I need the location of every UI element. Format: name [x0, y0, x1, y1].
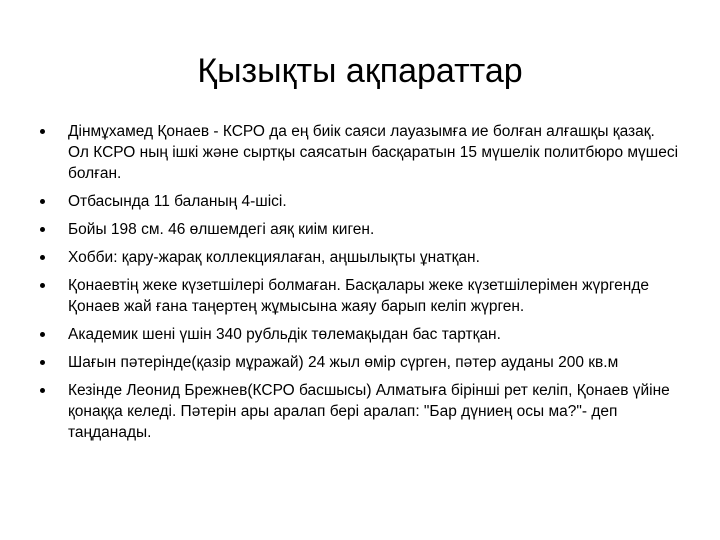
- bullet-item: [38, 275, 680, 317]
- bullet-item: [38, 247, 680, 268]
- bullet-dot-icon: [40, 332, 45, 337]
- bullet-list: [0, 121, 720, 443]
- bullet-item: [38, 121, 680, 184]
- bullet-text: Шағын пәтерінде(қазір мұражай) 24 жыл өмір сүрген, пәтер ауданы 200 кв.м: [68, 354, 619, 371]
- bullet-dot-icon: [40, 199, 45, 204]
- bullet-item: [38, 324, 680, 345]
- bullet-dot-icon: [40, 283, 45, 288]
- bullet-text: Дінмұхамед Қонаев - КСРО да ең биік саяси лауазымға ие болған алғашқы қазақ. Ол КСРО ның ішкі және сыртқы саясатын басқаратын 15 мүшелік политбюро мүшесі болған.: [68, 123, 679, 182]
- bullet-item: [38, 219, 680, 240]
- slide-title: Қызықты ақпараттар: [197, 52, 523, 90]
- bullet-text: Кезінде Леонид Брежнев(КСРО басшысы) Алматыға бірінші рет келіп, Қонаев үйіне қонаққа келеді. Пәтерін ары аралап бері аралап: "Бар дүниең осы ма?"- деп таңданады.: [68, 382, 670, 441]
- bullet-item: [38, 191, 680, 212]
- bullet-dot-icon: [40, 129, 45, 134]
- bullet-dot-icon: [40, 255, 45, 260]
- bullet-item: [38, 380, 680, 443]
- bullet-dot-icon: [40, 227, 45, 232]
- bullet-text: Отбасында 11 баланың 4-шісі.: [68, 193, 287, 210]
- bullet-text: Академик шені үшін 340 рубльдік төлемақыдан бас тартқан.: [68, 326, 501, 343]
- bullet-dot-icon: [40, 360, 45, 365]
- bullet-item: [38, 352, 680, 373]
- bullet-text: Бойы 198 см. 46 өлшемдегі аяқ киім киген.: [68, 221, 375, 238]
- bullet-text: Қонаевтің жеке күзетшілері болмаған. Басқалары жеке күзетшілерімен жүргенде Қонаев жай ғана таңертең жұмысына жаяу барып келіп жүрген.: [68, 277, 649, 315]
- bullet-text: Хобби: қару-жарақ коллекциялаған, аңшылықты ұнатқан.: [68, 249, 480, 266]
- bullet-dot-icon: [40, 388, 45, 393]
